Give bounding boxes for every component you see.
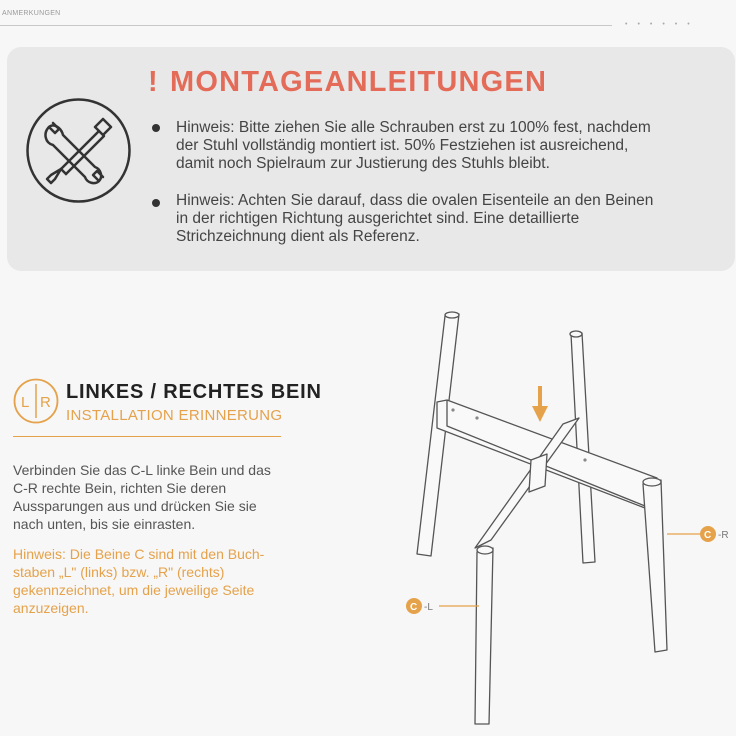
section-title: LINKES / RECHTES BEIN bbox=[66, 381, 322, 403]
label-cr-letter: C bbox=[704, 530, 712, 541]
label-cl-letter: C bbox=[410, 602, 418, 613]
wrench-screwdriver-icon bbox=[25, 97, 132, 204]
hint-text: Hinweis: Die Beine C sind mit den Buch- staben „L" (links) bzw. „R" (rechts) gekennzeichnet, um die jeweilige Seite anzuzeigen. bbox=[13, 546, 265, 616]
label-cr-suffix: -R bbox=[718, 530, 729, 541]
notice-title: MONTAGEANLEITUNGEN bbox=[170, 66, 548, 98]
chair-legs-drawing bbox=[395, 300, 736, 736]
top-bar bbox=[0, 0, 736, 30]
leg-front-right bbox=[643, 480, 667, 652]
label-cl-suffix: -L bbox=[424, 602, 433, 613]
lr-icon-left: L bbox=[21, 394, 30, 411]
note-1: Hinweis: Bitte ziehen Sie alle Schrauben erst zu 100% fest, nachdem der Stuhl vollständig montiert ist. 50% Festziehen ist ausreichend, damit noch Spielraum zur Justierung des Stuhls bleibt. bbox=[176, 119, 651, 172]
alert-icon: ! bbox=[148, 66, 158, 98]
section-subtitle: INSTALLATION ERINNERUNG bbox=[66, 407, 283, 424]
header-divider bbox=[0, 25, 612, 26]
note-bullet bbox=[152, 124, 160, 132]
arrow-down-icon bbox=[532, 386, 548, 422]
leg-back-left bbox=[417, 314, 459, 556]
section-divider bbox=[13, 436, 281, 437]
note-bullet bbox=[152, 199, 160, 207]
instruction-text: Verbinden Sie das C-L linke Bein und das C-R rechte Bein, richten Sie deren Aussparungen aus und drücken Sie sie nach unten, bis sie einrasten. bbox=[13, 462, 271, 532]
note-2: Hinweis: Achten Sie darauf, dass die ovalen Eisenteile an den Beinen in der richtigen Richtung ausgerichtet sind. Eine detaillierte Strichzeichnung dient als Referenz. bbox=[176, 192, 654, 245]
header-dots: •••••• bbox=[625, 21, 700, 28]
header-label: ANMERKUNGEN bbox=[2, 10, 61, 17]
leg-front-left bbox=[475, 548, 493, 724]
lr-icon-right: R bbox=[40, 394, 51, 411]
left-right-icon bbox=[13, 378, 59, 424]
